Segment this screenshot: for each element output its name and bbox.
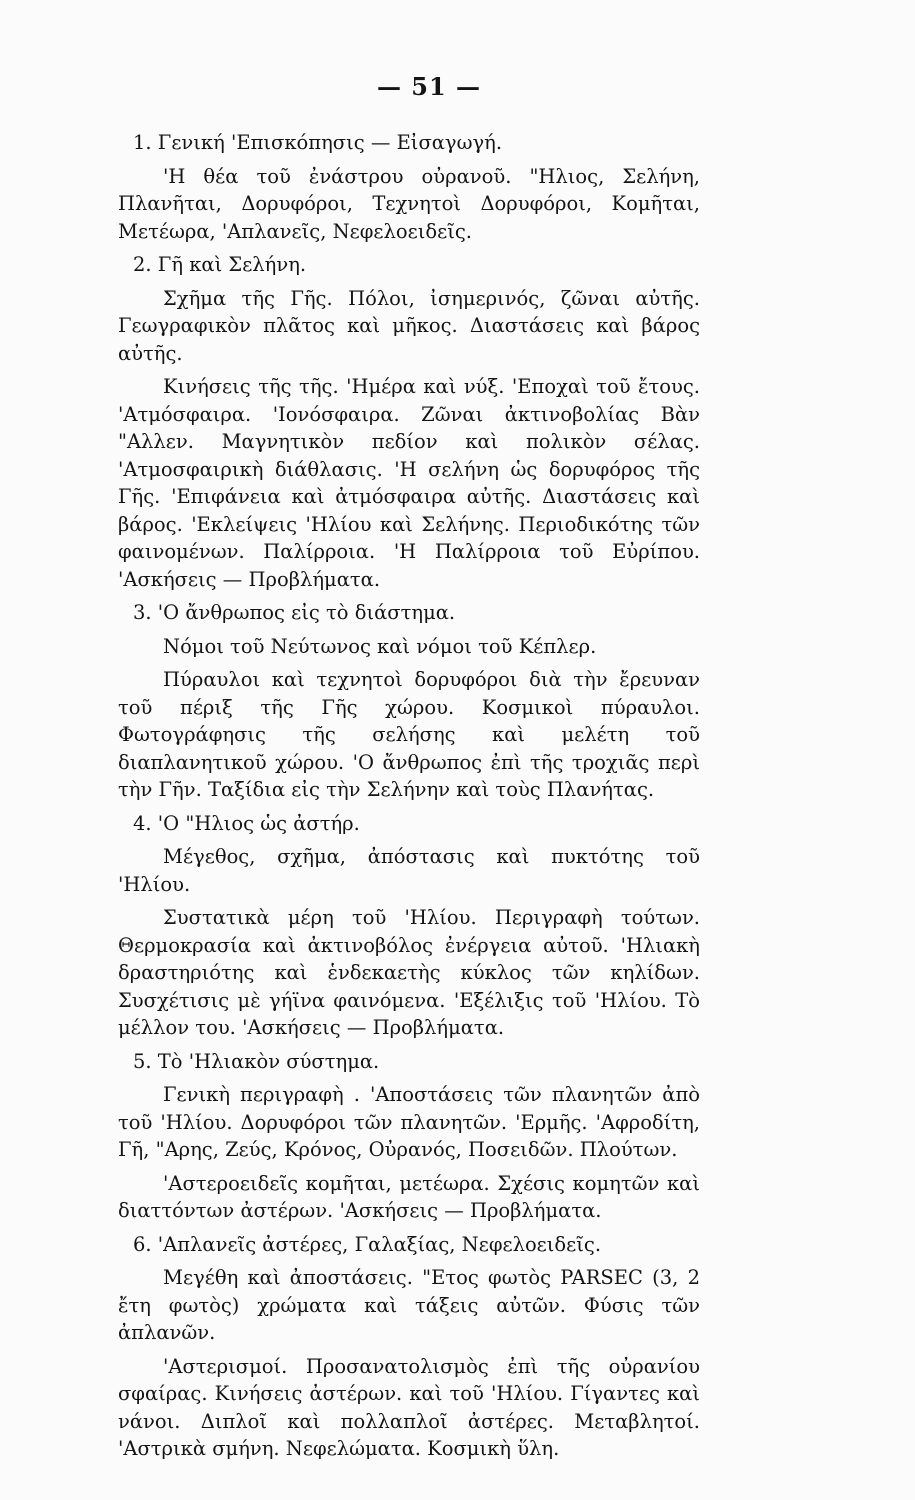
section-5-paragraph-1: Γενικὴ περιγραφὴ . 'Αποστάσεις τῶν πλανητῶν ἀπὸ τοῦ 'Ηλίου. Δορυφόροι τῶν πλανητῶν. 'Ερμῆς. 'Αφροδίτη, Γῆ, "Αρης, Ζεύς, Κρόνος, Οὐρανός, Ποσειδῶν. Πλούτων.: [118, 1083, 700, 1161]
section-1-heading: 1. Γενική 'Επισκόπησις — Εἰσαγωγή.: [133, 131, 503, 154]
section-3-paragraph-2: Πύραυλοι καὶ τεχνητοὶ δορυφόροι διὰ τὴν ἔρευναν τοῦ πέριξ τῆς Γῆς χώρου. Κοσμικοὶ πύραυλοι. Φωτογράφησις τῆς σελήσης καὶ μελέτη τοῦ διαπλανητικοῦ χώρου. 'Ο ἄνθρωπος ἐπὶ τῆς τροχιᾶς περὶ τὴν Γῆν. Ταξίδια εἰς τὴν Σελήνην καὶ τοὺς Πλανήτας.: [118, 668, 700, 801]
section-6-paragraph-2: 'Αστερισμοί. Προσανατολισμὸς ἐπὶ τῆς οὐρανίου σφαίρας. Κινήσεις ἀστέρων. καὶ τοῦ 'Ηλίου. Γίγαντες καὶ νάνοι. Διπλοῖ καὶ πολλαπλοῖ ἀστέρες. Μεταβλητοί. 'Αστρικὰ σμήνη. Νεφελώματα. Κοσμικὴ ὕλη.: [118, 1354, 700, 1460]
page-number: — 51 —: [376, 72, 482, 101]
page-text: [118, 129, 700, 1463]
section-4-paragraph-1: Μέγεθος, σχῆμα, ἀπόστασις καὶ πυκτότης τοῦ 'Ηλίου.: [118, 845, 700, 896]
section-2-paragraph-2: Κινήσεις τῆς τῆς. 'Ημέρα καὶ νύξ. 'Εποχαὶ τοῦ ἔτους. 'Ατμόσφαιρα. 'Ιονόσφαιρα. Ζῶναι ἀκτινοβολίας Βὰν "Αλλεν. Μαγνητικὸν πεδίον καὶ πολικὸν σέλας. 'Ατμοσφαιρικὴ διάθλασις. 'Η σελήνη ὡς δορυφόρος τῆς Γῆς. 'Επιφάνεια καὶ ἀτμόσφαιρα αὐτῆς. Διαστάσεις καὶ βάρος. 'Εκλείψεις 'Ηλίου καὶ Σελήνης. Περιοδικότης τῶν φαινομένων. Παλίρροια. 'Η Παλίρροια τοῦ Εὐρίπου. 'Ασκήσεις — Προβλήματα.: [118, 375, 700, 591]
section-3-paragraph-1: Νόμοι τοῦ Νεύτωνος καὶ νόμοι τοῦ Κέπλερ.: [163, 634, 597, 658]
section-5-paragraph-2: 'Αστεροειδεῖς κομῆται, μετέωρα. Σχέσις κομητῶν καὶ διαττόντων ἀστέρων. 'Ασκήσεις — Προβλήματα.: [118, 1171, 700, 1222]
section-5-heading: 5. Τὸ 'Ηλιακὸν σύστημα.: [133, 1049, 380, 1073]
section-1-paragraph-1: 'Η θέα τοῦ ἐνάστρου οὐρανοῦ. "Ηλιος, Σελήνη, Πλανῆται, Δορυφόροι, Τεχνητοὶ Δορυφόροι, Κομῆται, Μετέωρα, 'Απλανεῖς, Νεφελοειδεῖς.: [118, 164, 700, 243]
section-3-heading: 3. 'Ο ἄνθρωπος εἰς τὸ διάστημα.: [133, 601, 456, 624]
section-6-heading: 6. 'Απλανεῖς ἀστέρες, Γαλαξίας, Νεφελοειδεῖς.: [133, 1232, 602, 1256]
section-2-paragraph-1: Σχῆμα τῆς Γῆς. Πόλοι, ἰσημερινός, ζῶναι αὐτῆς. Γεωγραφικὸν πλᾶτος καὶ μῆκος. Διαστάσεις καὶ βάρος αὐτῆς.: [118, 286, 700, 365]
section-6-paragraph-1: Μεγέθη καὶ ἀποστάσεις. "Ετος φωτὸς PARSEC (3, 2 ἔτη φωτὸς) χρώματα καὶ τάξεις αὐτῶν. Φύσις τῶν ἀπλανῶν.: [118, 1266, 700, 1344]
section-4-paragraph-2: Συστατικὰ μέρη τοῦ 'Ηλίου. Περιγραφὴ τούτων. Θερμοκρασία καὶ ἀκτινοβόλος ἐνέργεια αὐτοῦ. 'Ηλιακὴ δραστηριότης καὶ ἑνδεκαετὴς κύκλος τῶν κηλίδων. Συσχέτισις μὲ γήϊνα φαινόμενα. 'Εξέλιξις τοῦ 'Ηλίου. Τὸ μέλλον του. 'Ασκήσεις — Προβλήματα.: [118, 906, 700, 1039]
section-2-heading: 2. Γῆ καὶ Σελήνη.: [133, 253, 307, 276]
section-4-heading: 4. 'Ο "Ηλιος ὡς ἀστήρ.: [133, 811, 360, 835]
